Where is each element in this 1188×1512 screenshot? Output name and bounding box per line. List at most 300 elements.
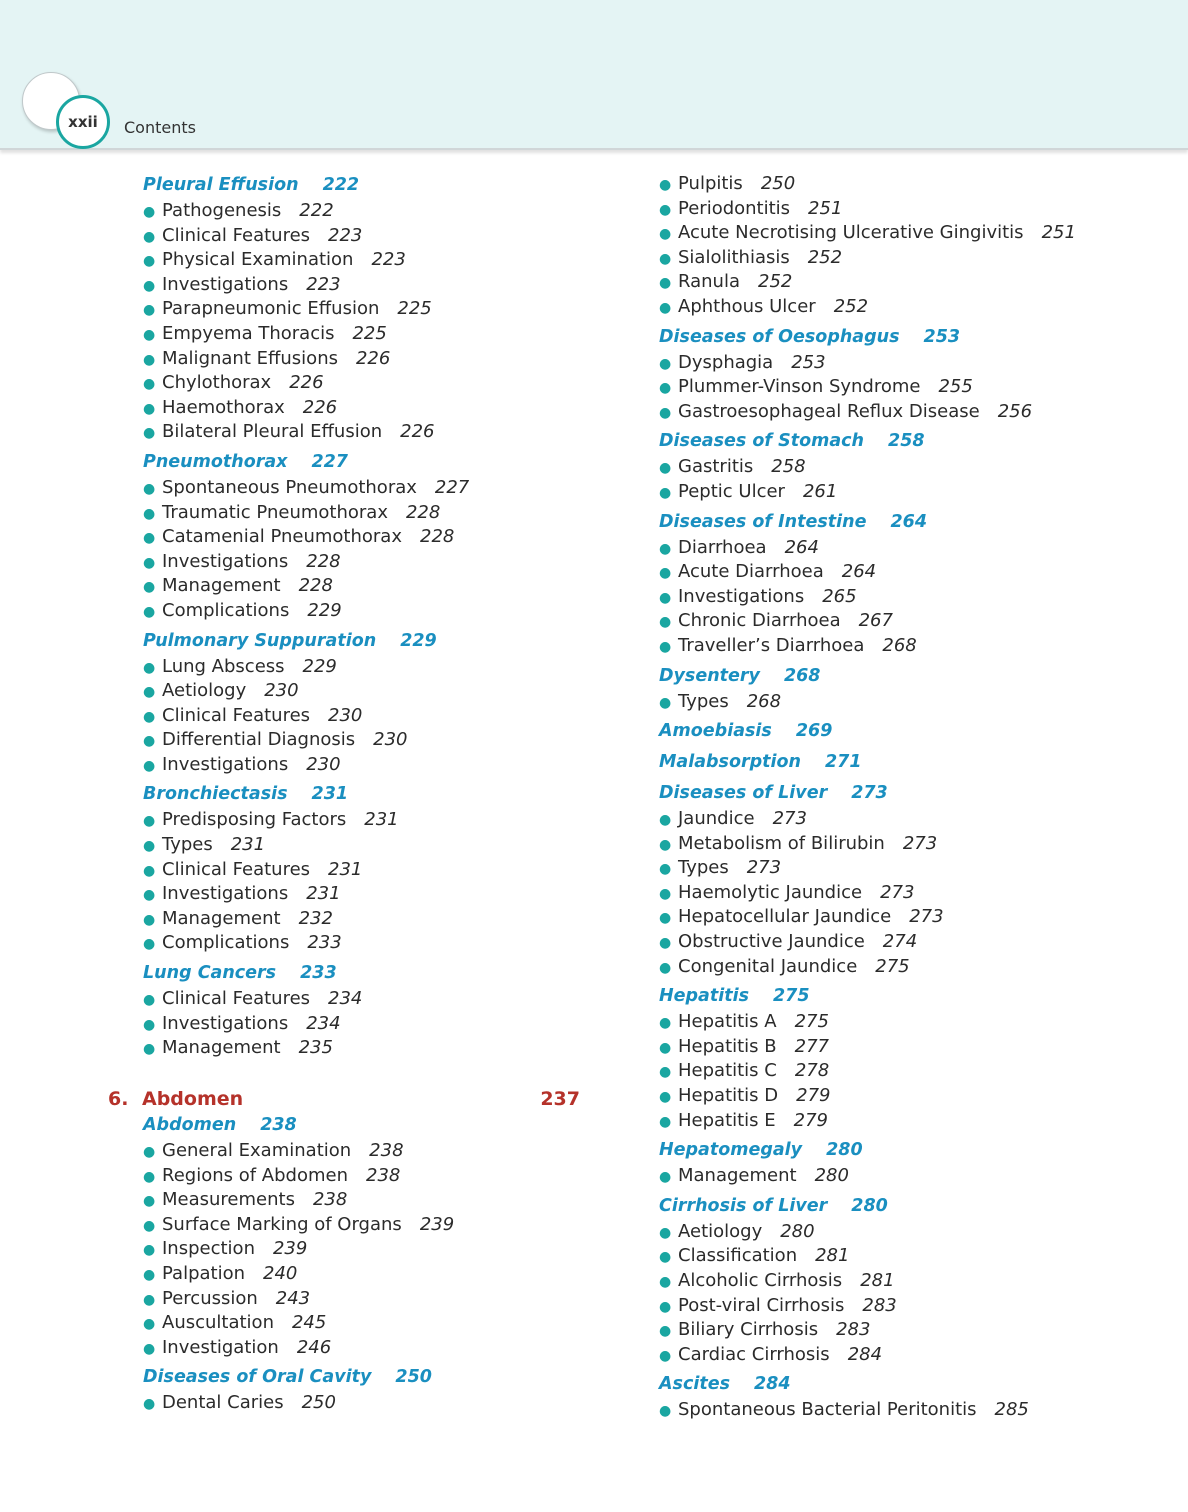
entry-label: Bilateral Pleural Effusion [162, 421, 383, 443]
bullet-icon: ● [143, 887, 156, 904]
toc-entry-alcoholic-cirrhosis[interactable] [659, 1269, 1179, 1294]
section-heading-diseases-of-oral-cavity[interactable] [143, 1364, 603, 1391]
section-heading-diseases-of-oesophagus[interactable] [659, 324, 1179, 351]
entry-label: Clinical Features [162, 858, 311, 880]
toc-entry-pulpitis[interactable] [659, 172, 1179, 197]
entry-label: Traveller’s Diarrhoea [678, 634, 865, 656]
bullet-icon: ● [143, 400, 156, 417]
entry-page: 240 [263, 1262, 298, 1284]
toc-entry-gastroesophageal-reflux-disease[interactable] [659, 400, 1179, 425]
toc-entry-post-viral-cirrhosis[interactable] [659, 1294, 1179, 1319]
entry-label: Biliary Cirrhosis [678, 1319, 819, 1341]
bullet-icon: ● [143, 757, 156, 774]
bullet-icon: ● [143, 228, 156, 245]
entry-page: 230 [264, 680, 299, 702]
entry-page: 250 [301, 1392, 336, 1414]
entry-page: 279 [796, 1085, 831, 1107]
toc-entry-spontaneous-pneumothorax[interactable] [143, 476, 603, 501]
entry-label: Congenital Jaundice [678, 955, 858, 977]
entry-page: 246 [296, 1336, 332, 1358]
entry-label: Chronic Diarrhoea [678, 610, 841, 632]
toc-entry-hepatitis-e[interactable] [659, 1109, 1179, 1134]
bullet-icon: ● [659, 694, 672, 711]
entry-label: Clinical Features [162, 704, 311, 726]
bullet-icon: ● [659, 638, 672, 655]
entry-page: 223 [328, 224, 363, 246]
toc-entry-investigations[interactable] [143, 273, 603, 298]
toc-entry-parapneumonic-effusion[interactable] [143, 297, 603, 322]
bullet-icon: ● [659, 226, 672, 243]
entry-label: Ranula [678, 271, 740, 293]
entry-label: Physical Examination [162, 249, 354, 271]
section-page: 238 [260, 1115, 297, 1135]
entry-label: Inspection [162, 1238, 255, 1260]
toc-entry-hepatitis-a[interactable] [659, 1010, 1179, 1035]
section-title: Pleural Effusion [143, 175, 299, 195]
section-title: Cirrhosis of Liver [659, 1195, 828, 1216]
entry-page: 235 [298, 1037, 333, 1059]
entry-label: General Examination [162, 1140, 352, 1161]
entry-label: Management [162, 907, 281, 929]
section-title: Malabsorption [659, 752, 801, 773]
toc-entry-types[interactable] [659, 856, 1179, 881]
entry-page: 280 [780, 1220, 815, 1242]
toc-entry-clinical-features[interactable] [143, 987, 603, 1012]
section-title: Hepatitis [659, 986, 749, 1007]
section-page: 222 [322, 175, 360, 195]
bullet-icon: ● [143, 530, 156, 547]
toc-entry-aetiology[interactable] [143, 679, 603, 704]
section-heading-pleural-effusion[interactable] [143, 172, 603, 199]
entry-page: 243 [275, 1287, 311, 1309]
bullet-icon: ● [659, 812, 672, 829]
toc-entry-types[interactable] [659, 690, 1179, 715]
entry-label: Peptic Ulcer [678, 480, 785, 502]
entry-page: 231 [306, 883, 341, 905]
page-number-badge [56, 95, 110, 149]
bullet-icon: ● [143, 1168, 156, 1185]
entry-label: Aetiology [162, 680, 247, 702]
toc-entry-bilateral-pleural-effusion[interactable] [143, 420, 603, 445]
toc-entry-hepatitis-c[interactable] [659, 1059, 1179, 1084]
toc-entry-management[interactable] [143, 574, 603, 599]
entry-page: 265 [822, 585, 857, 607]
section-title: Bronchiectasis [143, 784, 288, 805]
bullet-icon: ● [659, 484, 672, 501]
bullet-icon: ● [143, 302, 156, 319]
entry-label: Investigations [162, 273, 289, 295]
section-heading-abdomen[interactable] [143, 1112, 603, 1139]
entry-page: 280 [814, 1165, 849, 1187]
toc-entry-spontaneous-bacterial-peritonitis[interactable] [659, 1398, 1179, 1423]
entry-label: Acute Diarrhoea [678, 561, 824, 583]
entry-label: Malignant Effusions [162, 347, 338, 369]
entry-page: 231 [230, 834, 266, 856]
section-heading-hepatitis[interactable] [659, 983, 1179, 1010]
entry-page: 228 [420, 526, 455, 548]
bullet-icon: ● [659, 201, 672, 218]
toc-entry-jaundice[interactable] [659, 807, 1179, 832]
entry-label: Traumatic Pneumothorax [162, 501, 388, 523]
entry-label: Diarrhoea [678, 536, 767, 558]
entry-label: Catamenial Pneumothorax [162, 526, 402, 548]
entry-page: 267 [858, 610, 893, 632]
toc-entry-catamenial-pneumothorax[interactable] [143, 525, 603, 550]
entry-page: 250 [760, 173, 796, 194]
entry-page: 252 [807, 246, 843, 268]
section-page: 227 [311, 451, 348, 472]
section-title: Pneumothorax [143, 451, 288, 472]
entry-page: 285 [994, 1399, 1029, 1421]
entry-page: 228 [405, 501, 441, 523]
entry-page: 234 [306, 1012, 341, 1034]
toc-entry-surface-marking-of-organs[interactable] [143, 1213, 603, 1238]
entry-page: 264 [784, 536, 819, 558]
bullet-icon: ● [143, 1016, 156, 1033]
bullet-icon: ● [659, 885, 672, 902]
bullet-icon: ● [659, 959, 672, 976]
toc-entry-congenital-jaundice[interactable] [659, 955, 1179, 980]
section-page: 271 [825, 752, 862, 773]
toc-entry-diarrhoea[interactable] [659, 536, 1179, 561]
entry-page: 275 [875, 955, 910, 977]
page-number: xxii [68, 113, 98, 131]
entry-page: 234 [328, 988, 363, 1010]
bullet-icon: ● [659, 380, 672, 397]
entry-label: Investigation [162, 1336, 279, 1358]
toc-entry-cardiac-cirrhosis[interactable] [659, 1343, 1179, 1368]
section-heading-cirrhosis-of-liver[interactable] [659, 1193, 1179, 1220]
toc-entry-differential-diagnosis[interactable] [143, 728, 603, 753]
section-page: 275 [773, 986, 810, 1007]
toc-entry-traveller-s-diarrhoea[interactable] [659, 634, 1179, 659]
bullet-icon: ● [143, 425, 156, 442]
section-page: 233 [300, 963, 337, 984]
toc-entry-plummer-vinson-syndrome[interactable] [659, 375, 1179, 400]
entry-label: Management [162, 575, 281, 597]
entry-label: Types [678, 857, 729, 879]
bullet-icon: ● [143, 659, 156, 676]
entry-page: 232 [298, 907, 333, 929]
section-title: Dysentery [659, 665, 760, 686]
toc-entry-predisposing-factors[interactable] [143, 808, 603, 833]
section-heading-malabsorption[interactable] [659, 749, 1179, 776]
section-title: Amoebiasis [659, 721, 772, 742]
entry-label: Clinical Features [162, 224, 311, 246]
toc-entry-investigations[interactable] [143, 550, 603, 575]
bullet-icon: ● [143, 684, 156, 701]
entry-page: 268 [882, 634, 917, 656]
entry-label: Hepatitis D [678, 1085, 779, 1107]
toc-entry-hepatitis-d[interactable] [659, 1084, 1179, 1109]
bullet-icon: ● [143, 204, 156, 220]
entry-label: Investigations [162, 883, 289, 905]
toc-entry-regions-of-abdomen[interactable] [143, 1164, 603, 1189]
section-page: 253 [923, 326, 961, 347]
chapter-heading[interactable] [108, 1085, 580, 1113]
toc-entry-inspection[interactable] [143, 1237, 603, 1262]
toc-entry-haemolytic-jaundice[interactable] [659, 881, 1179, 906]
section-heading-hepatomegaly[interactable] [659, 1137, 1179, 1164]
entry-label: Empyema Thoracis [162, 322, 335, 344]
bullet-icon: ● [143, 1396, 156, 1413]
toc-entry-measurements[interactable] [143, 1188, 603, 1213]
toc-entry-auscultation[interactable] [143, 1311, 603, 1336]
bullet-icon: ● [143, 480, 156, 497]
entry-label: Pulpitis [678, 173, 743, 194]
toc-entry-dental-caries[interactable] [143, 1391, 603, 1416]
toc-entry-gastritis[interactable] [659, 455, 1179, 480]
entry-label: Sialolithiasis [678, 246, 790, 268]
toc-entry-ranula[interactable] [659, 270, 1179, 295]
toc-entry-periodontitis[interactable] [659, 197, 1179, 222]
entry-label: Percussion [162, 1287, 258, 1309]
entry-label: Post-viral Cirrhosis [678, 1294, 845, 1316]
bullet-icon: ● [143, 838, 156, 855]
section-page: 264 [890, 511, 927, 532]
toc-entry-clinical-features[interactable] [143, 704, 603, 729]
entry-label: Cardiac Cirrhosis [678, 1343, 830, 1365]
bullet-icon: ● [143, 376, 156, 393]
chapter-page: 237 [540, 1088, 580, 1110]
bullet-icon: ● [143, 1266, 156, 1283]
section-page: 258 [888, 431, 925, 452]
entry-page: 275 [794, 1011, 829, 1033]
entry-page: 239 [419, 1213, 455, 1235]
entry-page: 245 [291, 1312, 327, 1334]
chapter-title: Abdomen [142, 1088, 244, 1110]
bullet-icon: ● [659, 460, 672, 477]
toc-entry-metabolism-of-bilirubin[interactable] [659, 832, 1179, 857]
bullet-icon: ● [143, 911, 156, 928]
bullet-icon: ● [143, 326, 156, 343]
toc-entry-chylothorax[interactable] [143, 371, 603, 396]
section-heading-ascites[interactable] [659, 1371, 1179, 1398]
entry-label: Chylothorax [162, 372, 272, 394]
section-heading-dysentery[interactable] [659, 663, 1179, 690]
entry-page: 228 [306, 550, 341, 572]
section-page: 231 [311, 784, 349, 805]
section-title: Pulmonary Suppuration [143, 630, 377, 651]
bullet-icon: ● [659, 1323, 672, 1340]
entry-label: Clinical Features [162, 988, 311, 1010]
bullet-icon: ● [143, 277, 156, 294]
toc-entry-malignant-effusions[interactable] [143, 347, 603, 372]
entry-label: Haemolytic Jaundice [678, 881, 863, 903]
section-title: Diseases of Oral Cavity [143, 1367, 372, 1388]
entry-label: Measurements [162, 1189, 295, 1211]
bullet-icon: ● [659, 1113, 672, 1130]
entry-label: Parapneumonic Effusion [162, 298, 380, 320]
entry-label: Spontaneous Pneumothorax [162, 476, 417, 498]
entry-page: 227 [434, 476, 470, 498]
entry-label: Investigations [162, 550, 289, 572]
toc-entry-sialolithiasis[interactable] [659, 246, 1179, 271]
toc-entry-acute-diarrhoea[interactable] [659, 560, 1179, 585]
entry-page: 230 [306, 753, 341, 775]
toc-entry-investigation[interactable] [143, 1336, 603, 1361]
section-heading-pneumothorax[interactable] [143, 449, 603, 476]
bullet-icon: ● [659, 1039, 672, 1056]
entry-label: Dental Caries [162, 1392, 284, 1414]
section-page: 229 [400, 630, 437, 651]
toc-entry-types[interactable] [143, 833, 603, 858]
bullet-icon: ● [143, 351, 156, 368]
entry-page: 238 [369, 1140, 404, 1161]
section-title: Diseases of Stomach [659, 431, 865, 452]
section-heading-lung-cancers[interactable] [143, 960, 603, 987]
entry-page: 226 [302, 396, 338, 418]
entry-page: 264 [841, 561, 877, 583]
entry-label: Spontaneous Bacterial Peritonitis [678, 1399, 977, 1421]
bullet-icon: ● [659, 614, 672, 631]
entry-page: 223 [371, 249, 406, 271]
entry-label: Pathogenesis [162, 200, 282, 221]
section-heading-diseases-of-liver[interactable] [659, 780, 1179, 807]
toc-entry-complications[interactable] [143, 931, 603, 956]
entry-label: Complications [162, 932, 290, 954]
toc-entry-dysphagia[interactable] [659, 351, 1179, 376]
toc-entry-investigations[interactable] [659, 585, 1179, 610]
bullet-icon: ● [659, 1403, 672, 1420]
section-page: 250 [395, 1367, 432, 1388]
entry-page: 284 [847, 1343, 883, 1365]
toc-entry-palpation[interactable] [143, 1262, 603, 1287]
toc-entry-management[interactable] [659, 1164, 1179, 1189]
toc-entry-obstructive-jaundice[interactable] [659, 930, 1179, 955]
toc-entry-peptic-ulcer[interactable] [659, 480, 1179, 505]
bullet-icon: ● [143, 992, 156, 1009]
bullet-icon: ● [659, 861, 672, 878]
toc-entry-pathogenesis[interactable] [143, 199, 603, 224]
entry-page: 283 [862, 1294, 897, 1316]
entry-page: 228 [298, 575, 333, 597]
section-heading-bronchiectasis[interactable] [143, 781, 603, 808]
entry-page: 273 [772, 808, 807, 830]
bullet-icon: ● [659, 540, 672, 557]
entry-label: Management [162, 1037, 281, 1059]
toc-left-column-lower [143, 1112, 603, 1416]
section-title: Diseases of Liver [659, 783, 828, 804]
toc-entry-investigations[interactable] [143, 882, 603, 907]
toc-entry-haemothorax[interactable] [143, 396, 603, 421]
entry-label: Hepatitis B [678, 1035, 777, 1057]
toc-entry-lung-abscess[interactable] [143, 655, 603, 680]
toc-entry-empyema-thoracis[interactable] [143, 322, 603, 347]
section-page: 268 [783, 665, 821, 686]
entry-page: 281 [815, 1245, 850, 1267]
entry-label: Dysphagia [678, 351, 774, 373]
entry-page: 279 [793, 1109, 829, 1131]
entry-page: 255 [938, 376, 973, 398]
entry-page: 229 [302, 655, 337, 677]
bullet-icon: ● [143, 1340, 156, 1357]
toc-entry-traumatic-pneumothorax[interactable] [143, 501, 603, 526]
toc-entry-aphthous-ulcer[interactable] [659, 295, 1179, 320]
toc-entry-management[interactable] [143, 1036, 603, 1061]
entry-page: 273 [746, 857, 782, 879]
bullet-icon: ● [659, 1298, 672, 1315]
entry-label: Aphthous Ulcer [678, 295, 816, 317]
toc-entry-hepatocellular-jaundice[interactable] [659, 905, 1179, 930]
entry-page: 283 [836, 1319, 871, 1341]
entry-label: Gastritis [678, 456, 754, 478]
entry-page: 231 [328, 858, 363, 880]
toc-entry-general-examination[interactable] [143, 1139, 603, 1164]
entry-label: Auscultation [162, 1312, 274, 1334]
toc-entry-clinical-features[interactable] [143, 224, 603, 249]
toc-entry-aetiology[interactable] [659, 1220, 1179, 1245]
entry-page: 229 [307, 599, 342, 621]
bullet-icon: ● [143, 603, 156, 620]
toc-entry-classification[interactable] [659, 1244, 1179, 1269]
toc-entry-investigations[interactable] [143, 753, 603, 778]
toc-entry-percussion[interactable] [143, 1287, 603, 1312]
entry-page: 230 [373, 729, 408, 751]
entry-page: 225 [397, 298, 432, 320]
section-heading-amoebiasis[interactable] [659, 718, 1179, 745]
bullet-icon: ● [659, 565, 672, 582]
bullet-icon: ● [143, 1316, 156, 1333]
entry-label: Regions of Abdomen [162, 1164, 348, 1186]
entry-label: Plummer-Vinson Syndrome [678, 376, 921, 398]
toc-entry-clinical-features[interactable] [143, 858, 603, 883]
entry-page: 281 [860, 1270, 895, 1291]
toc-entry-complications[interactable] [143, 599, 603, 624]
bullet-icon: ● [659, 589, 672, 606]
section-page: 280 [851, 1195, 888, 1216]
toc-entry-investigations[interactable] [143, 1012, 603, 1037]
chapter-number: 6. [108, 1088, 129, 1110]
entry-page: 226 [400, 421, 435, 443]
entry-label: Metabolism of Bilirubin [678, 832, 885, 854]
toc-entry-acute-necrotising-ulcerative-gingivitis[interactable] [659, 221, 1179, 246]
toc-entry-physical-examination[interactable] [143, 248, 603, 273]
entry-label: Types [162, 834, 213, 856]
section-heading-pulmonary-suppuration[interactable] [143, 628, 603, 655]
toc-entry-chronic-diarrhoea[interactable] [659, 609, 1179, 634]
entry-label: Aetiology [678, 1220, 763, 1242]
entry-label: Classification [678, 1245, 798, 1267]
toc-entry-biliary-cirrhosis[interactable] [659, 1318, 1179, 1343]
entry-label: Hepatitis E [678, 1109, 776, 1131]
section-heading-diseases-of-stomach[interactable] [659, 428, 1179, 455]
section-heading-diseases-of-intestine[interactable] [659, 509, 1179, 536]
bullet-icon: ● [659, 1064, 672, 1081]
section-title: Lung Cancers [143, 963, 277, 984]
bullet-icon: ● [143, 505, 156, 522]
entry-label: Obstructive Jaundice [678, 931, 865, 953]
entry-page: 251 [1041, 222, 1076, 244]
bullet-icon: ● [659, 299, 672, 316]
bullet-icon: ● [143, 1217, 156, 1234]
bullet-icon: ● [659, 177, 672, 193]
entry-label: Hepatocellular Jaundice [678, 906, 892, 928]
bullet-icon: ● [659, 355, 672, 372]
entry-label: Surface Marking of Organs [162, 1213, 402, 1235]
entry-label: Haemothorax [162, 396, 285, 418]
entry-page: 223 [306, 273, 341, 295]
entry-page: 256 [997, 400, 1033, 422]
entry-page: 226 [355, 347, 391, 369]
entry-label: Differential Diagnosis [162, 729, 356, 751]
entry-page: 252 [758, 271, 793, 293]
bullet-icon: ● [659, 1089, 672, 1106]
entry-page: 273 [902, 832, 938, 854]
entry-label: Types [678, 690, 729, 712]
toc-entry-management[interactable] [143, 907, 603, 932]
toc-entry-hepatitis-b[interactable] [659, 1035, 1179, 1060]
